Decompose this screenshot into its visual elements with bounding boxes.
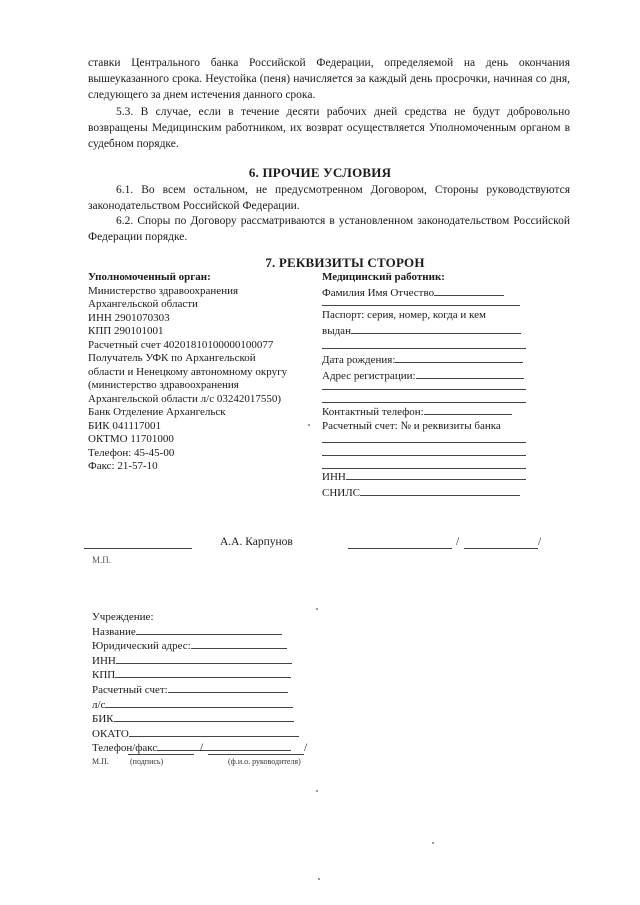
institution-ls-field[interactable]: л/с: [92, 697, 312, 712]
institution-head-line[interactable]: [208, 754, 304, 755]
account-line-1[interactable]: [322, 442, 526, 443]
institution-kpp-field[interactable]: КПП: [92, 667, 312, 682]
scan-speck: [432, 842, 434, 844]
signature-slash: /: [538, 536, 542, 548]
paragraph-6-2: 6.2. Споры по Договору рассматриваются в установленном законодательством Российской Федерации порядке.: [88, 215, 570, 243]
institution-details: [92, 611, 312, 755]
signatory-name: А.А. Карпунов: [220, 536, 293, 548]
authority-line: ОКТМО 11701000: [88, 433, 174, 445]
fio-line-2[interactable]: [322, 305, 520, 306]
authority-heading: Уполномоченный орган:: [88, 271, 211, 283]
scan-speck: [316, 790, 318, 792]
authority-line: (министерство здравоохранения: [88, 379, 239, 391]
paragraph-5-3: 5.3. В случае, если в течение десяти рабочих дней средства не будут добровольно возвращены Медицинским работником, их возврат осуществляется Уполномоченным органом в судебном порядке.: [88, 106, 570, 150]
authority-signature-line[interactable]: [84, 548, 192, 549]
authority-line: области и Ненецкому автономному округу: [88, 365, 288, 378]
inn-field[interactable]: ИНН: [322, 469, 532, 485]
inn-snils-block: [322, 469, 532, 500]
institution-heading: Учреждение:: [92, 611, 154, 623]
authority-line: Факс: 21-57-10: [88, 460, 158, 472]
authority-line: ИНН 2901070303: [88, 311, 170, 324]
signature-caption: (подпись): [130, 757, 164, 766]
phone-field[interactable]: Контактный телефон:: [322, 404, 532, 420]
paragraph-5-2-end: ставки Центрального банка Российской Федерации, определяемой на день окончания вышеуказанного срока. Неустойка (пеня) начисляется за каждый день просрочки, начиная со дня, следующего за днем истечения данного срока.: [88, 57, 570, 101]
institution-okato-field[interactable]: ОКАТО: [92, 726, 312, 741]
authority-line: КПП 290101001: [88, 325, 164, 337]
passport-line-2[interactable]: [322, 348, 526, 349]
institution-name-field[interactable]: Название: [92, 624, 312, 639]
address-line-2[interactable]: [322, 389, 526, 390]
section-6-title: 6. ПРОЧИЕ УСЛОВИЯ: [248, 165, 392, 180]
institution-slash: /: [304, 742, 308, 754]
passport-block: [322, 309, 532, 338]
birth-field[interactable]: Дата рождения:: [322, 352, 532, 368]
address-field[interactable]: Адрес регистрации:: [322, 368, 532, 384]
authority-details: [88, 271, 318, 474]
authority-line: Министерство здравоохранения: [88, 284, 239, 297]
institution-address-field[interactable]: Юридический адрес:: [92, 638, 312, 653]
account-label: Расчетный счет: № и реквизиты банка: [322, 419, 501, 432]
authority-line: БИК 041117001: [88, 419, 162, 432]
institution-account-field[interactable]: Расчетный счет:: [92, 682, 312, 697]
paragraph-6-1: 6.1. Во всем остальном, не предусмотренном Договором, Стороны руководствуются законодательством Российской Федерации.: [88, 184, 570, 212]
authority-line: Архангельской области л/с 03242017550): [88, 392, 281, 405]
authority-line: Банк Отделение Архангельск: [88, 406, 226, 418]
medical-worker-heading: Медицинский работник:: [322, 271, 445, 283]
scan-speck: [308, 424, 310, 426]
institution-inn-field[interactable]: ИНН: [92, 653, 312, 668]
scan-speck: [318, 878, 320, 880]
authority-line: Телефон: 45-45-00: [88, 446, 175, 459]
signature-slash: /: [456, 536, 460, 548]
authority-line: Получатель УФК по Архангельской: [88, 352, 256, 364]
contact-block: [322, 404, 532, 433]
authority-line: Расчетный счет 40201810100000100077: [88, 338, 274, 351]
passport-label: Паспорт: серия, номер, когда и кем: [322, 309, 486, 321]
authority-line: Архангельской области: [88, 298, 198, 310]
worker-signature-line[interactable]: [348, 548, 452, 549]
head-name-caption: (ф.и.о. руководителя): [228, 757, 301, 766]
medical-worker-details: [322, 271, 532, 300]
institution-signature-line[interactable]: [128, 754, 194, 755]
institution-seal-mark: М.П.: [92, 757, 109, 766]
snils-field[interactable]: СНИЛС: [322, 485, 532, 501]
fio-field[interactable]: Фамилия Имя Отчество: [322, 285, 532, 301]
institution-phone-field[interactable]: Телефон/факс: [92, 740, 312, 755]
institution-slash: /: [200, 742, 204, 754]
worker-name-line[interactable]: [464, 548, 538, 549]
scan-speck: [316, 608, 318, 610]
seal-mark: М.П.: [92, 555, 112, 565]
issued-field[interactable]: выдан: [322, 323, 532, 339]
account-line-2[interactable]: [322, 455, 526, 456]
institution-bik-field[interactable]: БИК: [92, 711, 312, 726]
section-7-title: 7. РЕКВИЗИТЫ СТОРОН: [265, 255, 425, 270]
address-line-3[interactable]: [322, 402, 526, 403]
birth-block: [322, 352, 532, 383]
